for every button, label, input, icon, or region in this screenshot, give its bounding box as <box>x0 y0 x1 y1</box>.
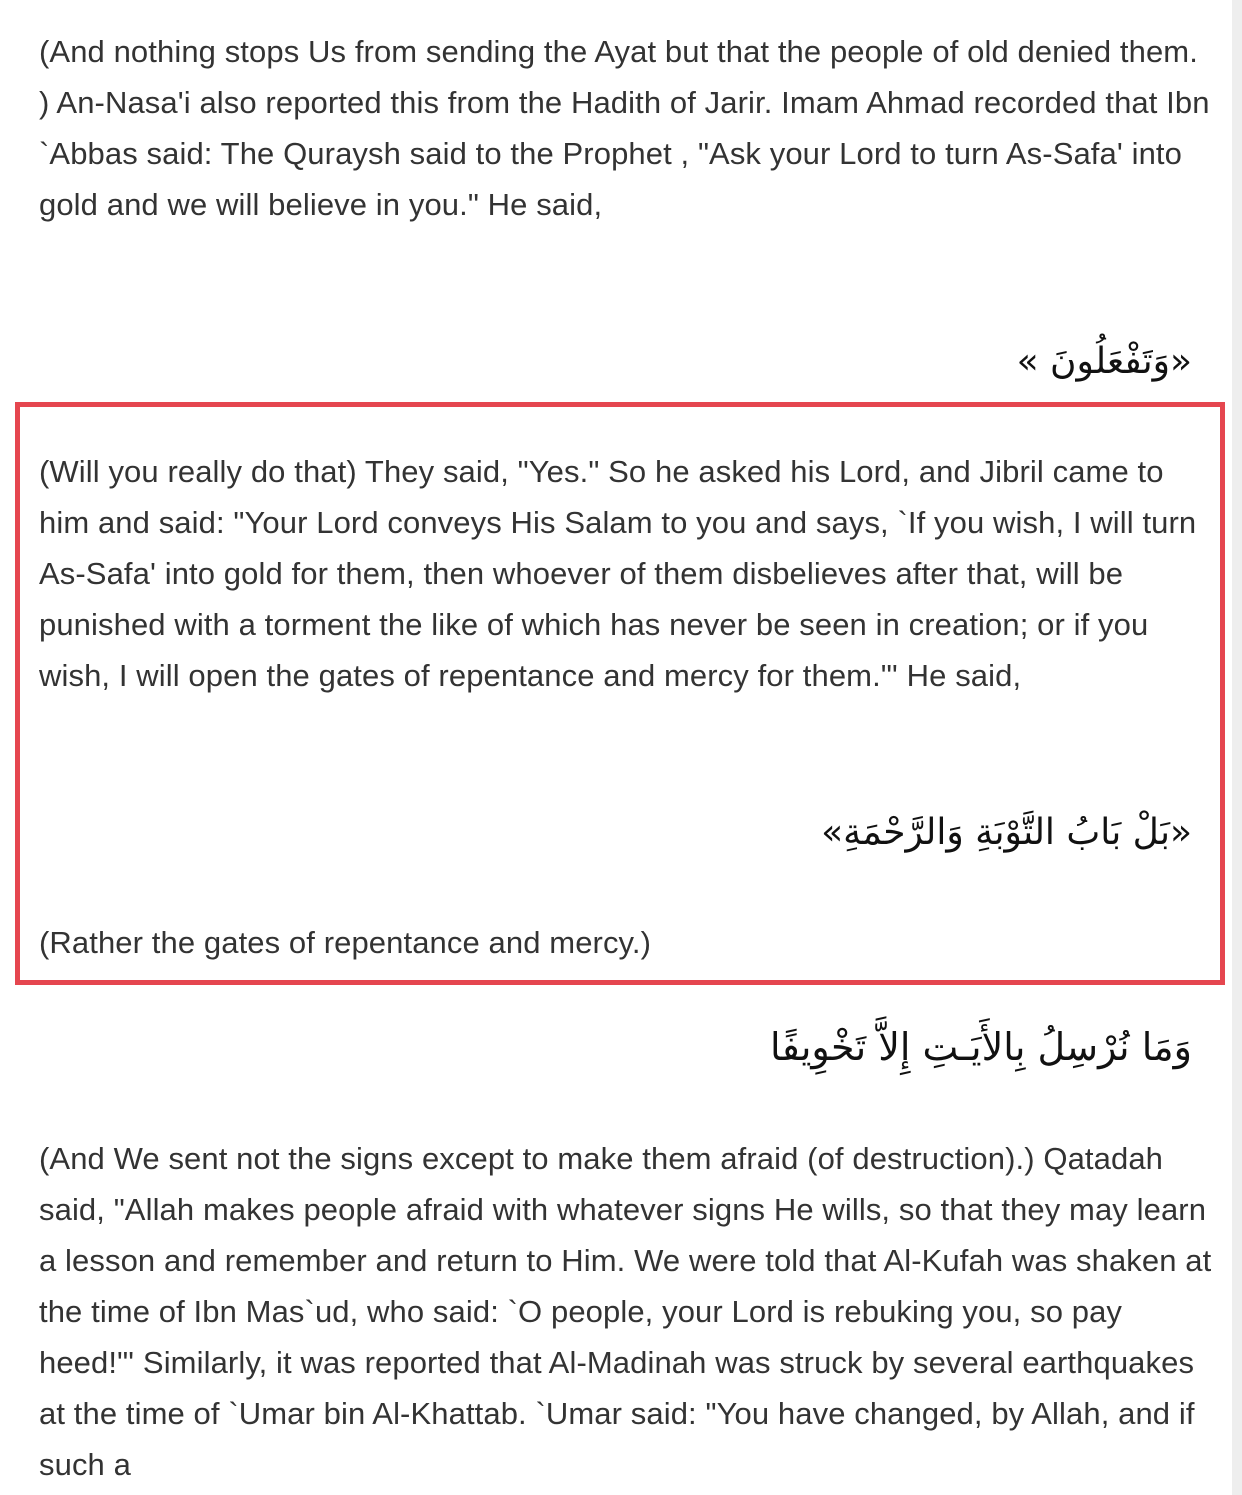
scrollbar-track[interactable] <box>1232 0 1242 1495</box>
paragraph-rather-gates: (Rather the gates of repentance and mercy.) <box>39 925 651 960</box>
arabic-phrase-will-you-do: «وَتَفْعَلُونَ » <box>1016 341 1192 382</box>
arabic-verse-signs: وَمَا نُرْسِلُ بِالأَيَـتِ إِلاَّ تَخْوِيفًا <box>770 1025 1192 1069</box>
paragraph-jibril-message: (Will you really do that) They said, "Yes." So he asked his Lord, and Jibril came to him and said: "Your Lord conveys His Salam to you and says, `If you wish, I will turn As-Safa' into gold for them, then whoever of them disbelieves after that, will be punished with a torment the like of which has never be seen in creation; or if you wish, I will open the gates of repentance and mercy for them."' He said, <box>39 454 1197 693</box>
arabic-phrase-gates-of-repentance: «بَلْ بَابُ التَّوْبَةِ وَالرَّحْمَةِ» <box>821 812 1192 853</box>
paragraph-ayat-denied: (And nothing stops Us from sending the Ayat but that the people of old denied them. ) An-Nasa'i also reported this from the Hadith of Jarir. Imam Ahmad recorded that Ibn `Abbas said: The Quraysh said to the Prophet , "Ask your Lord to turn As-Safa' into gold and we will believe in you." He said, <box>39 34 1210 222</box>
paragraph-qatadah-said: (And We sent not the signs except to make them afraid (of destruction).) Qatadah said, "Allah makes people afraid with whatever signs He wills, so that they may learn a lesson and remember and return to Him. We were told that Al-Kufah was shaken at the time of Ibn Mas`ud, who said: `O people, your Lord is rebuking you, so pay heed!"' Similarly, it was reported that Al-Madinah was struck by several earthquakes at the time of `Umar bin Al-Khattab. `Umar said: "You have changed, by Allah, and if such a <box>39 1141 1212 1482</box>
